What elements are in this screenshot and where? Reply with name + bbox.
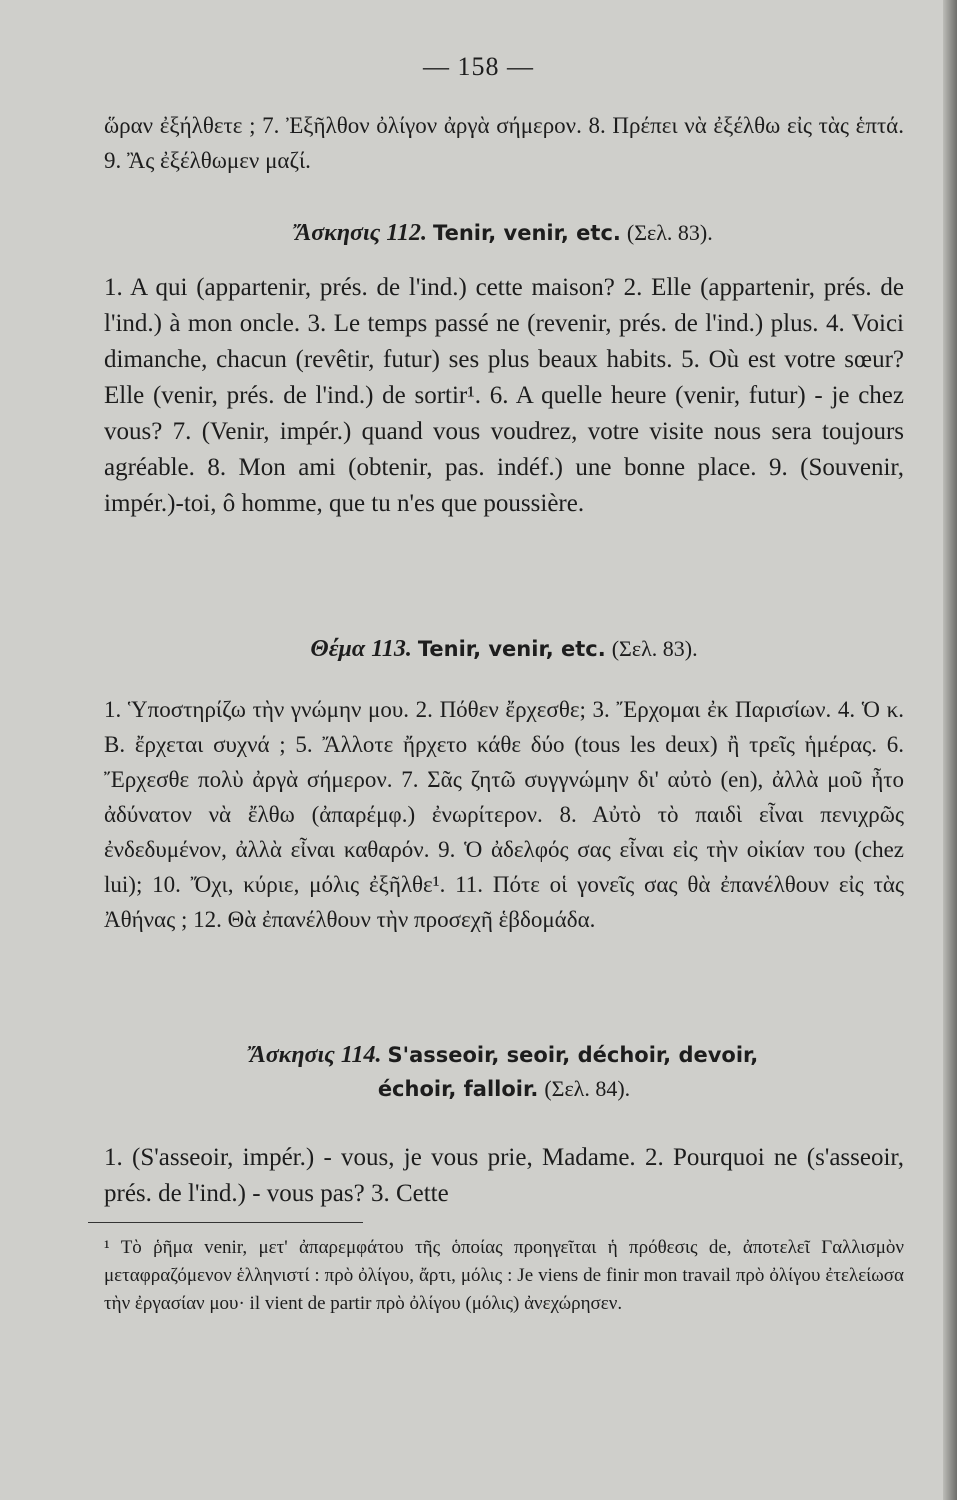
section-114-body [104, 1140, 904, 1212]
section-114-title-line1: S'asseoir, seoir, déchoir, devoir, [387, 1043, 759, 1067]
section-114-label: Ἄσκησις [249, 1042, 335, 1068]
section-113-heading [104, 632, 904, 666]
section-114-number: 114. [340, 1042, 382, 1068]
section-114-title-line2: échoir, falloir. [377, 1077, 539, 1101]
section-113-title: Tenir, venir, etc. [417, 637, 606, 661]
page-edge [943, 0, 957, 1500]
section-114-ref: (Σελ. 84). [544, 1076, 631, 1101]
section-112-text: 1. A qui (appartenir, prés. de l'ind.) cette maison? 2. Elle (appartenir, prés. de l'ind.) à mon oncle. 3. Le temps passé ne (revenir, prés. de l'ind.) plus. 4. Voici dimanche, chacun (revêtir, futur) ses plus beaux habits. 5. Où est votre sœur? Elle (venir, prés. de l'ind.) de sortir¹. 6. A quelle heure (venir, futur) - je chez vous? 7. (Venir, impér.) quand vous voudrez, votre visite nous sera toujours agréable. 8. Mon ami (obtenir, pas. indéf.) une bonne place. 9. (Souvenir, impér.)-toi, ô homme, que tu n'es que poussière. [104, 274, 904, 517]
footnote-rule [88, 1222, 363, 1223]
section-112-heading [104, 216, 904, 250]
section-114-text: 1. (S'asseoir, impér.) - vous, je vous prie, Madame. 2. Pourquoi ne (s'asseoir, prés. de l'ind.) - vous pas? 3. Cette [104, 1144, 904, 1207]
section-113-number: 113. [371, 636, 412, 662]
section-112-title: Tenir, venir, etc. [433, 221, 621, 245]
section-113-body [104, 692, 904, 937]
section-113-label: Θέμα [310, 636, 366, 662]
section-113-ref: (Σελ. 83). [611, 636, 698, 661]
continuation-text: ὥραν ἐξήλθετε ; 7. Ἐξῆλθον ὀλίγον ἀργὰ σήμερον. 8. Πρέπει νὰ ἐξέλθω εἰς τὰς ἑπτά. 9. Ἂς ἐξέλθωμεν μαζί. [104, 113, 904, 173]
section-112-body [104, 270, 904, 522]
continuation-paragraph [104, 108, 904, 178]
section-112-label: Ἄσκησις [295, 220, 381, 246]
section-112-number: 112. [386, 220, 428, 246]
section-114-heading [104, 1038, 904, 1106]
section-113-text: 1. Ὑποστηρίζω τὴν γνώμην μου. 2. Πόθεν ἔρχεσθε; 3. Ἔρχομαι ἐκ Παρισίων. 4. Ὁ κ. Β. ἔρχεται συχνά ; 5. Ἄλλοτε ἤρχετο κάθε δύο (tous les deux) ἢ τρεῖς ἡμέρας. 6. Ἔρχεσθε πολὺ ἀργὰ σήμερον. 7. Σᾶς ζητῶ συγγνώμην δι' αὐτὸ (en), ἀλλὰ μοῦ ἦτο ἀδύνατον νὰ ἔλθω (ἀπαρέμφ.) ἐνωρίτερον. 8. Αὐτὸ τὸ παιδὶ εἶναι πενιχρῶς ἐνδεδυμένον, ἀλλὰ εἶναι καθαρόν. 9. Ὁ ἀδελφός σας εἶναι εἰς τὴν οἰκίαν του (chez lui); 10. Ὄχι, κύριε, μόλις ἐξῆλθε¹. 11. Πότε οἱ γονεῖς σας θὰ ἐπανέλθουν εἰς τὰς Ἀθήνας ; 12. Θὰ ἐπανέλθουν τὴν προσεχῆ ἑβδομάδα. [104, 697, 904, 932]
section-112-ref: (Σελ. 83). [626, 220, 713, 245]
footnote [104, 1234, 904, 1318]
page-number: — 158 — [423, 52, 534, 81]
footnote-text: ¹ Τὸ ῥῆμα venir, μετ' ἀπαρεμφάτου τῆς ὁποίας προηγεῖται ἡ πρόθεσις de, ἀποτελεῖ Γαλλισμὸν μεταφραζόμενον ἑλληνιστί : πρὸ ὀλίγου, ἄρτι, μόλις : Je viens de finir mon travail πρὸ ὀλίγου ἐτελείωσα τὴν ἐργασίαν μου· il vient de partir πρὸ ὀλίγου (μόλις) ἀνεχώρησεν. [104, 1237, 904, 1314]
